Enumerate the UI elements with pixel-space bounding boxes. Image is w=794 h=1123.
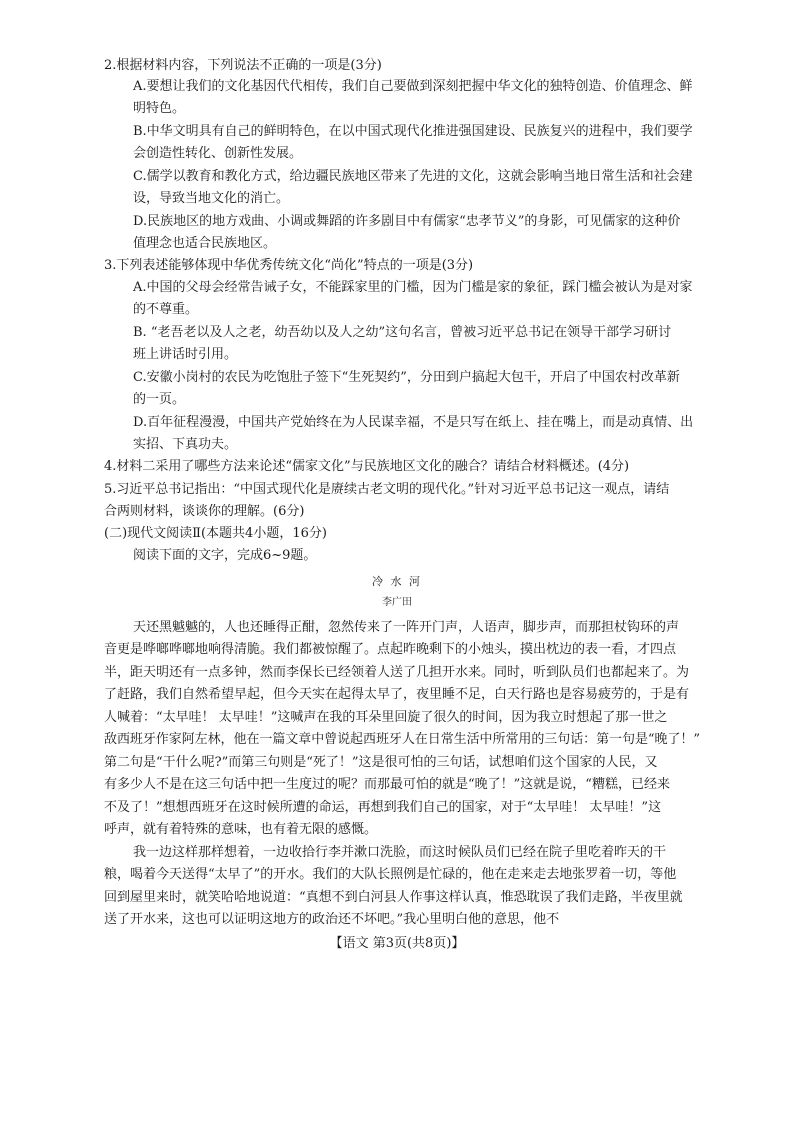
passage-p1-line1: 天还黑魆魆的，人也还睡得正酣，忽然传来了一阵开门声，人语声，脚步声，而那担杖钩环的声 [133,620,680,635]
question-3-option-b-line1: B. “老吾老以及人之老，幼吾幼以及人之幼”这句名言，曾被习近平总书记在领导干部学习研讨 [133,325,672,340]
question-2-option-c-line2: 设，导致当地文化的消亡。 [133,191,290,206]
question-2-option-b-line2: 会创造性转化、创新性发展。 [133,146,303,161]
question-2-option-a-line2: 明特色。 [133,101,186,116]
question-2-option-b-line1: B.中华文明具有自己的鲜明特色，在以中国式现代化推进强国建设、民族复兴的进程中，我们要学 [133,124,693,139]
question-3-stem: 3.下列表述能够体现中华优秀传统文化“尚化”特点的一项是(3分) [104,258,474,273]
passage-author: 李广田 [382,597,412,608]
question-3-option-b-line2: 班上讲话时引用。 [133,347,238,362]
section-2-instruction: 阅读下面的文字，完成6~9题。 [133,548,317,563]
question-2-option-d-line2: 值理念也适合民族地区。 [133,236,277,251]
passage-p1-line2: 音更是哗啷哗啷地响得清脆。我们都被惊醒了。点起昨晚剩下的小烛头，摸出枕边的表一看，才四点 [104,642,677,657]
section-2-heading: (二)现代文阅读Ⅱ(本题共4小题，16分) [104,526,327,541]
passage-p2-line4: 送了开水来，这也可以证明这地方的政治还不坏吧。”我心里明白他的意思，他不 [104,912,560,927]
passage-p1-line10: 呼声，就有着特殊的意味，也有着无限的感慨。 [104,822,378,837]
question-5-line2: 合两则材料，谈谈你的理解。(6分) [104,504,305,519]
question-2-option-a-line1: A.要想让我们的文化基因代代相传，我们自己要做到深刻把握中华文化的独特创造、价值理念、鲜 [133,79,693,94]
question-3-option-d-line2: 实招、下真功夫。 [133,437,238,452]
question-2-stem: 2.根据材料内容，下列说法不正确的一项是(3分) [104,58,382,73]
page-footer: 【语文 第3页(共8页)】 [329,936,465,951]
passage-p1-line9: 不及了！”想想西班牙在这时候所遭的命运，再想到我们自己的国家，对于“太早哇！ 太早哇！”这 [104,800,662,815]
question-3-option-a-line2: 的不尊重。 [133,302,199,317]
question-3-option-d-line1: D.百年征程漫漫，中国共产党始终在为人民谋幸福，不是只写在纸上、挂在嘴上，而是动真情、出 [133,415,694,430]
passage-p1-line7: 第二句是“干什么呢?”而第三句则是“死了！”这是很可怕的三句话，试想咱们这个国家的人民，又 [104,755,658,770]
passage-p1-line6: 敌西班牙作家阿左林，他在一篇文章中曾说起西班牙人在日常生活中所常用的三句话：第一句是“晚了！” [104,732,700,747]
passage-p1-line8: 有多少人不是在这三句话中把一生度过的呢？而那最可怕的就是“晚了！”这就是说，“糟糕，已经来 [104,777,670,792]
question-2-option-d-line1: D.民族地区的地方戏曲、小调或舞蹈的许多剧目中有儒家“忠孝节义”的身影，可见儒家的这种价 [133,214,681,229]
passage-p1-line3: 半，距天明还有一点多钟，然而李保长已经领着人送了几担开水来。同时，听到队员们也都起来了。为 [104,665,690,680]
question-5-line1: 5.习近平总书记指出：“中国式现代化是赓续古老文明的现代化。”针对习近平总书记这一观点，请结 [104,482,670,497]
passage-p2-line2: 粮，喝着今天送得“太早了”的开水。我们的大队长照例是忙碌的，他在走来走去地张罗着一切，等他 [104,867,677,882]
question-2-option-c-line1: C.儒学以教育和教化方式，给边疆民族地区带来了先进的文化，这就会影响当地日常生活和社会建 [133,169,693,184]
passage-title: 冷 水 河 [372,575,422,588]
question-3-option-c-line1: C.安徽小岗村的农民为吃饱肚子签下“生死契约”，分田到户搞起大包干，开启了中国农村改革新 [133,370,680,385]
passage-p2-line1: 我一边这样那样想着，一边收拾行李并漱口洗脸，而这时候队员们已经在院子里吃着昨天的干 [133,845,667,860]
question-3-option-a-line1: A.中国的父母会经常告诫子女，不能踩家里的门槛，因为门槛是家的象征，踩门槛会被认为是对家 [133,280,693,295]
question-4: 4.材料二采用了哪些方法来论述“儒家文化”与民族地区文化的融合？请结合材料概述。(4分) [104,459,630,474]
passage-p1-line5: 人喊着：“太早哇！ 太早哇！”这喊声在我的耳朵里回旋了很久的时间，因为我立时想起了那一世之 [104,710,668,725]
passage-p2-line3: 回到屋里来时，就笑哈哈地说道：“真想不到白河县人作事这样认真，惟恐耽误了我们走路，半夜里就 [104,890,683,905]
passage-p1-line4: 了赶路，我们自然希望早起，但今天实在起得太早了，夜里睡不足，白天行路也是容易疲劳的，于是有 [104,687,690,702]
question-3-option-c-line2: 的一页。 [133,392,186,407]
